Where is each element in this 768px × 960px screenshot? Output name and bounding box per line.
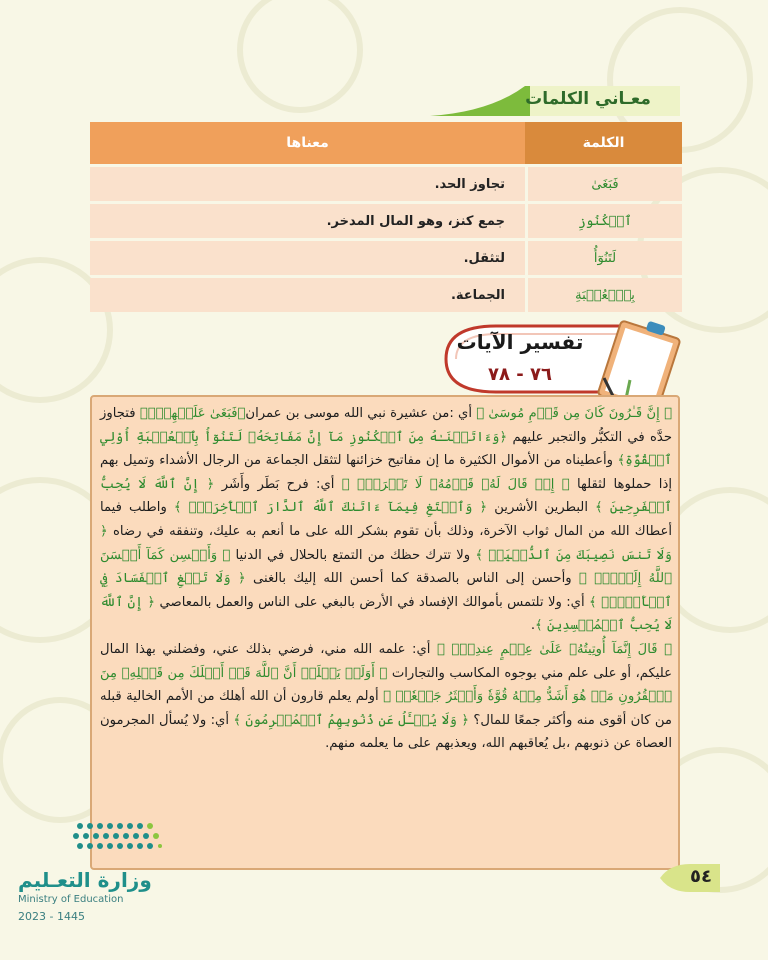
- quran-verse: ﴿ أَوَلَمۡ يَعۡلَمۡ أَنَّ ٱللَّهَ قَدۡ أَهۡلَكَ مِن قَبۡلِهِۦ مِنَ ٱلۡقُرُونِ مَنۡ هُوَ أَشَدُّ مِنۡهُ قُوَّةٗ وَأَكۡثَرُ جَمۡعٗاۚ ﴾: [100, 665, 673, 705]
- table-header-row: [90, 122, 682, 164]
- quran-verse: ﴿فَبَغَىٰ عَلَيۡهِمۡۖ﴾: [139, 406, 246, 421]
- quran-verse: ﴿ وَلَا تَبۡغِ ٱلۡفَسَادَ فِي ٱلۡأَرۡضِۖ ﴾: [100, 571, 673, 610]
- tafseer-paragraph-1: [100, 402, 672, 638]
- explanation-text: وأحسن إلى الناس بالصدقة كما أحسن الله إليك بالغنى: [245, 571, 579, 587]
- table-row: [90, 204, 682, 238]
- word-cell: بِٱلۡعُصۡبَةِ: [525, 278, 682, 312]
- explanation-text: واطلب فيما أعطاك الله من المال ثواب الآخرة، وذلك بأن تقوم بشكر الله على ما أنعم به عليك، وتنفقه في رضاه: [100, 500, 672, 539]
- explanation-text: أي: ولا يُسأل المجرمون العصاة عن ذنوبهم ،بل يُعاقبهم الله، ويعذبهم على ما يعلمه منهم.: [100, 712, 672, 752]
- word-cell: ٱلۡكُنُوزِ: [525, 204, 682, 238]
- meaning-cell: جمع كنز، وهو المال المدخر.: [90, 204, 525, 238]
- explanation-text: أي: ولا تلتمس بأموالك الإفساد في الأرض بالبغي على الناس والعمل بالمعاصي: [155, 594, 590, 610]
- edition-year: 2023 - 1445: [18, 910, 85, 923]
- quran-verse: ﴿ وَلَا يُسۡـَٔلُ عَن ذُنُوبِهِمُ ٱلۡمُجۡرِمُونَ ﴾: [233, 712, 470, 728]
- ministry-name-arabic: وزارة التعـليم: [18, 868, 152, 892]
- table-row: [90, 167, 682, 201]
- explanation-text: أي: علمه الله مني، فرضي بذلك عني، وفضلني بهذا المال عليكم، أو على علم مني بوجوه المكاسب والتجارات: [100, 641, 673, 681]
- explanation-text: فتجاوز حدَّه في التكبُّر والتجبر عليهم: [100, 406, 672, 445]
- vocabulary-table: [90, 119, 682, 315]
- ministry-name-english: Ministry of Education: [18, 894, 124, 905]
- tafseer-paragraph-2: [100, 638, 672, 756]
- tafseer-body: [100, 402, 672, 756]
- explanation-text: أي: فرح بَطَر وأَشَر: [214, 476, 342, 492]
- quran-verse: ﴿ قَالَ إِنَّمَآ أُوتِيتُهُۥ عَلَىٰ عِلۡمٍ عِندِيٓۚ ﴾: [436, 641, 672, 657]
- quran-verse: ﴿ وَلَا تَنسَ نَصِيبَكَ مِنَ ٱلدُّنۡيَاۖ ﴾: [100, 523, 673, 563]
- quran-verse: ﴿ إِنَّ ٱللَّهَ لَا يُحِبُّ ٱلۡمُفۡسِدِينَ ﴾: [100, 594, 672, 634]
- quran-verse: ﴿ إِنَّ ٱللَّهَ لَا يُحِبُّ ٱلۡفَرِحِينَ ﴾: [100, 476, 673, 516]
- quran-verse: ﴿وَءَاتَيۡنَـٰهُ مِنَ ٱلۡكُنُوزِ مَآ إِنَّ مَفَاتِحَهُۥ لَتَنُوٓأُ بِٱلۡعُصۡبَةِ أُوْلِي ٱلۡقُوَّةِ﴾: [100, 429, 672, 469]
- explanation-text: أي :من عشيرة نبي الله موسى بن عمران: [245, 406, 477, 421]
- meaning-cell: الجماعة.: [90, 278, 525, 312]
- quran-verse: ﴿ إِنَّ قَـٰرُونَ كَانَ مِن قَوۡمِ مُوسَىٰ ﴾: [476, 406, 672, 421]
- table-row: [90, 241, 682, 275]
- word-cell: فَبَغَىٰ: [525, 167, 682, 201]
- explanation-text: .: [530, 618, 536, 634]
- meaning-cell: تجاوز الحد.: [90, 167, 525, 201]
- quran-verse: ﴿ وَٱبۡتَغِ فِيمَآ ءَاتَىٰكَ ٱللَّهُ ٱلدَّارَ ٱلۡأٓخِرَةَۖ ﴾: [173, 500, 488, 516]
- explanation-text: أولم يعلم قارون أن الله أهلك من الأمم الخالية قبله من كان أقوى منه وأكثر جمعًا للمال؟: [100, 689, 672, 728]
- column-header-word: الكلمة: [525, 122, 682, 164]
- explanation-text: البطرين الأشرين: [487, 500, 596, 516]
- page-number: ٥٤: [690, 866, 712, 887]
- table-row: [90, 278, 682, 312]
- explanation-text: ولا تترك حظك من التمتع بالحلال في الدنيا: [230, 547, 476, 563]
- meaning-cell: لتثقل.: [90, 241, 525, 275]
- quran-verse: ﴿ إِذۡ قَالَ لَهُۥ قَوۡمُهُۥ لَا تَفۡرَحۡۖ ﴾: [341, 476, 570, 492]
- explanation-text: وأعطيناه من الأموال الكثيرة ما إن مفاتيح خزائنها لتثقل الجماعة من الرجال الأشداء وتميل بهم إذا حملوها لثقلها: [100, 453, 672, 492]
- ministry-logo-dots: [72, 818, 162, 858]
- column-header-meaning: معناها: [90, 122, 525, 164]
- section-banner-title: معـاني الكلمات: [525, 89, 651, 109]
- quran-verse: ﴿ وَأَحۡسِن كَمَآ أَحۡسَنَ ٱللَّهُ إِلَيۡكَۖ ﴾: [100, 547, 672, 587]
- tafseer-verse-range: ٧٦ - ٧٨: [488, 364, 552, 385]
- word-cell: لَتَنُوٓأُ: [525, 241, 682, 275]
- tafseer-title: تفسير الآيات: [456, 330, 584, 354]
